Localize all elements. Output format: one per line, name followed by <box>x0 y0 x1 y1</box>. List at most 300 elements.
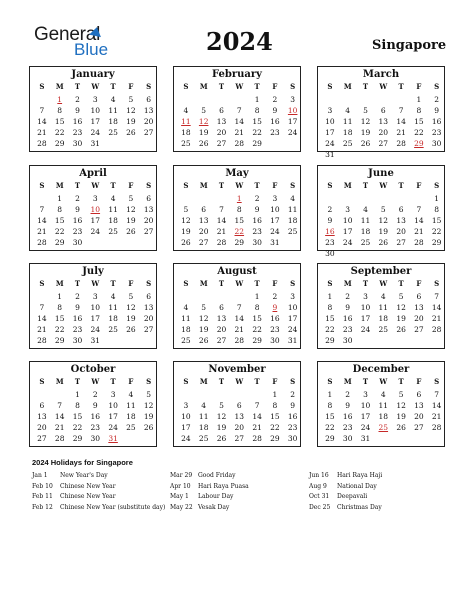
day-number: 28 <box>396 139 406 148</box>
day-number: 23 <box>252 227 262 236</box>
holiday-day: 11 <box>181 117 191 126</box>
day-number: 29 <box>431 238 442 247</box>
day-number: 2 <box>345 390 351 399</box>
day-number: 21 <box>37 128 47 137</box>
weekday-label: T <box>218 279 225 288</box>
weekday-label: M <box>343 181 352 190</box>
holiday-name: Labour Day <box>198 493 234 500</box>
day-number: 16 <box>72 117 83 126</box>
day-number: 23 <box>342 325 353 334</box>
day-number: 8 <box>327 303 333 312</box>
month-april <box>29 165 157 251</box>
day-number: 30 <box>287 434 298 443</box>
day-number: 17 <box>360 314 371 323</box>
day-number: 2 <box>272 292 278 301</box>
day-number: 27 <box>143 128 154 137</box>
empty-day <box>213 291 231 302</box>
empty-day <box>339 94 357 105</box>
holiday-name: Hari Raya Haji <box>337 472 383 479</box>
weekday-label: M <box>199 181 208 190</box>
day-number: 8 <box>254 106 260 115</box>
day-number: 23 <box>270 128 280 137</box>
day-number: 23 <box>72 227 83 236</box>
day-number: 21 <box>234 128 245 137</box>
day-number: 29 <box>270 434 280 443</box>
weekday-label: W <box>379 181 388 190</box>
day-number: 3 <box>183 401 189 410</box>
day-number: 24 <box>360 423 371 432</box>
day-number: 14 <box>234 117 245 126</box>
day-number: 18 <box>108 117 118 126</box>
day-grid <box>33 389 158 444</box>
day-number: 26 <box>378 238 389 247</box>
day-number: 19 <box>126 117 136 126</box>
day-number: 4 <box>345 106 351 115</box>
holiday-row <box>309 503 382 514</box>
day-number: 1 <box>272 390 278 399</box>
day-number: 9 <box>92 401 98 410</box>
day-number: 9 <box>272 106 278 115</box>
day-number: 7 <box>434 390 440 399</box>
day-number: 30 <box>342 336 353 345</box>
empty-day <box>195 94 213 105</box>
holiday-row <box>32 492 165 503</box>
day-number: 24 <box>287 325 298 334</box>
holiday-day: 31 <box>108 434 118 443</box>
holiday-date: Dec 25 <box>309 503 331 511</box>
day-number: 29 <box>325 336 335 345</box>
day-grid <box>177 94 302 149</box>
empty-day <box>177 94 195 105</box>
day-number: 22 <box>54 128 65 137</box>
weekday-label: M <box>55 377 64 386</box>
day-number: 4 <box>290 194 296 203</box>
weekday-label: M <box>343 279 352 288</box>
day-number: 23 <box>431 128 442 137</box>
day-number: 9 <box>345 303 351 312</box>
day-number: 11 <box>108 205 118 214</box>
holiday-day: 16 <box>325 227 335 236</box>
weekday-label: T <box>254 279 260 288</box>
weekday-label: T <box>110 279 116 288</box>
month-january <box>29 66 157 152</box>
holiday-column <box>170 471 249 513</box>
day-number: 17 <box>360 412 371 421</box>
day-number: 12 <box>396 401 406 410</box>
day-number: 2 <box>75 292 80 301</box>
day-number: 28 <box>431 423 442 432</box>
holiday-date: Feb 12 <box>32 503 53 511</box>
day-number: 21 <box>414 227 424 236</box>
day-number: 25 <box>181 336 191 345</box>
day-number: 22 <box>54 325 65 334</box>
day-number: 20 <box>216 325 227 334</box>
weekday-label: T <box>254 181 260 190</box>
day-number: 21 <box>431 412 442 421</box>
day-number: 19 <box>378 227 389 236</box>
day-number: 30 <box>90 434 101 443</box>
day-number: 26 <box>143 423 154 432</box>
day-number: 6 <box>398 205 404 214</box>
day-number: 21 <box>234 325 245 334</box>
holiday-row <box>32 471 165 482</box>
weekday-header <box>33 82 158 91</box>
empty-day <box>195 193 213 204</box>
day-number: 26 <box>360 139 371 148</box>
day-number: 10 <box>287 303 298 312</box>
weekday-label: T <box>398 279 404 288</box>
holiday-name: Vesak Day <box>198 503 230 511</box>
day-number: 31 <box>287 336 298 345</box>
day-number: 3 <box>290 292 296 301</box>
holiday-date: Oct 31 <box>309 493 330 500</box>
day-number: 29 <box>325 434 335 443</box>
day-number: 10 <box>90 106 101 115</box>
day-number: 7 <box>57 401 63 410</box>
day-number: 30 <box>431 139 442 148</box>
brand-line1: General <box>34 24 101 45</box>
day-number: 16 <box>287 412 298 421</box>
day-number: 19 <box>396 412 406 421</box>
day-number: 7 <box>39 303 45 312</box>
day-number: 27 <box>143 227 154 236</box>
month-june <box>317 165 445 258</box>
day-number: 17 <box>325 128 335 137</box>
day-number: 28 <box>234 139 245 148</box>
day-number: 22 <box>414 128 424 137</box>
day-number: 14 <box>431 303 442 312</box>
holiday-row <box>170 492 249 503</box>
day-number: 2 <box>254 194 260 203</box>
day-number: 15 <box>54 216 65 225</box>
day-number: 10 <box>90 303 101 312</box>
weekday-label: S <box>146 377 152 386</box>
day-number: 18 <box>181 128 191 137</box>
empty-day <box>33 291 51 302</box>
weekday-label: T <box>398 82 404 91</box>
holiday-name: Chinese New Year <box>60 493 116 500</box>
day-number: 4 <box>110 194 116 203</box>
day-number: 27 <box>198 238 209 247</box>
day-number: 10 <box>181 412 191 421</box>
day-number: 12 <box>378 216 389 225</box>
day-number: 12 <box>360 117 371 126</box>
day-number: 20 <box>143 216 154 225</box>
holiday-date: Feb 11 <box>32 493 53 500</box>
day-number: 19 <box>396 314 406 323</box>
day-number: 10 <box>360 303 371 312</box>
day-number: 6 <box>146 95 152 104</box>
day-number: 7 <box>416 205 422 214</box>
day-number: 2 <box>345 292 351 301</box>
day-number: 29 <box>234 238 245 247</box>
empty-day <box>230 291 248 302</box>
day-number: 3 <box>92 292 98 301</box>
weekday-label: S <box>183 279 189 288</box>
weekday-label: S <box>290 377 296 386</box>
day-number: 3 <box>110 390 116 399</box>
day-number: 25 <box>126 423 136 432</box>
day-number: 29 <box>252 139 262 148</box>
empty-day <box>213 389 231 400</box>
day-number: 25 <box>108 128 118 137</box>
day-grid <box>177 389 302 444</box>
day-number: 12 <box>126 106 136 115</box>
weekday-label: F <box>128 181 134 190</box>
day-number: 7 <box>236 106 242 115</box>
weekday-label: F <box>416 82 422 91</box>
day-number: 18 <box>378 412 389 421</box>
day-number: 27 <box>396 238 406 247</box>
weekday-label: M <box>343 377 352 386</box>
day-number: 22 <box>325 423 335 432</box>
day-number: 2 <box>75 95 80 104</box>
day-number: 2 <box>92 390 98 399</box>
empty-day <box>213 193 231 204</box>
day-number: 6 <box>236 401 242 410</box>
day-number: 26 <box>216 434 227 443</box>
holiday-date: Mar 29 <box>170 472 193 479</box>
month-name: December <box>352 364 410 375</box>
weekday-label: S <box>327 82 333 91</box>
day-number: 18 <box>378 314 389 323</box>
day-number: 19 <box>126 216 136 225</box>
day-number: 8 <box>57 205 63 214</box>
empty-day <box>33 389 51 400</box>
weekday-label: F <box>272 377 278 386</box>
weekday-label: S <box>434 279 440 288</box>
day-number: 30 <box>342 434 353 443</box>
weekday-label: W <box>235 377 244 386</box>
day-number: 24 <box>360 325 371 334</box>
day-number: 7 <box>434 292 440 301</box>
day-number: 12 <box>181 216 191 225</box>
weekday-label: T <box>74 181 81 190</box>
day-number: 21 <box>216 227 227 236</box>
day-number: 3 <box>327 106 333 115</box>
day-number: 8 <box>57 106 63 115</box>
day-number: 4 <box>128 390 134 399</box>
day-number: 16 <box>342 412 353 421</box>
day-number: 26 <box>126 227 136 236</box>
empty-day <box>213 94 231 105</box>
day-number: 29 <box>54 139 65 148</box>
day-number: 2 <box>290 390 296 399</box>
day-number: 28 <box>431 325 442 334</box>
day-number: 1 <box>434 194 440 203</box>
month-name: November <box>208 364 266 375</box>
day-number: 1 <box>57 194 63 203</box>
day-number: 22 <box>252 325 262 334</box>
day-number: 15 <box>431 216 442 225</box>
day-number: 22 <box>54 227 65 236</box>
day-number: 12 <box>216 412 227 421</box>
day-number: 30 <box>72 139 83 148</box>
day-number: 1 <box>254 292 260 301</box>
day-number: 5 <box>128 292 134 301</box>
day-number: 28 <box>414 238 424 247</box>
day-number: 18 <box>342 128 353 137</box>
day-number: 24 <box>90 227 101 236</box>
weekday-label: S <box>434 181 440 190</box>
day-number: 22 <box>325 325 335 334</box>
empty-day <box>51 389 69 400</box>
day-number: 13 <box>143 205 154 214</box>
day-number: 28 <box>37 238 47 247</box>
weekday-label: S <box>39 181 45 190</box>
weekday-label: T <box>398 377 404 386</box>
day-number: 15 <box>54 314 65 323</box>
weekday-label: M <box>199 279 208 288</box>
weekday-label: T <box>398 181 404 190</box>
day-number: 15 <box>414 117 424 126</box>
day-number: 3 <box>290 95 296 104</box>
empty-day <box>392 94 410 105</box>
holiday-column <box>32 471 165 513</box>
day-grid <box>33 193 158 248</box>
country-label: Singapore <box>372 38 447 53</box>
day-number: 1 <box>75 390 80 399</box>
day-number: 20 <box>234 423 245 432</box>
empty-day <box>248 389 266 400</box>
day-number: 16 <box>72 216 83 225</box>
empty-day <box>177 291 195 302</box>
weekday-label: T <box>254 377 260 386</box>
day-number: 12 <box>396 303 406 312</box>
weekday-label: S <box>39 377 45 386</box>
weekday-label: M <box>55 82 64 91</box>
day-number: 27 <box>414 325 424 334</box>
day-number: 15 <box>54 117 65 126</box>
day-number: 24 <box>342 238 353 247</box>
month-name: March <box>362 69 400 80</box>
day-number: 25 <box>108 325 118 334</box>
weekday-label: T <box>362 82 369 91</box>
weekday-label: F <box>272 82 278 91</box>
weekday-label: T <box>362 279 369 288</box>
day-number: 17 <box>287 117 298 126</box>
weekday-label: T <box>218 82 225 91</box>
day-number: 28 <box>234 336 245 345</box>
day-number: 9 <box>254 205 260 214</box>
holiday-date: Jun 16 <box>309 472 329 479</box>
day-number: 6 <box>416 292 422 301</box>
day-number: 31 <box>325 150 335 159</box>
day-number: 5 <box>146 390 152 399</box>
holiday-row <box>32 482 165 493</box>
day-number: 6 <box>219 303 224 312</box>
weekday-label: W <box>91 377 100 386</box>
day-number: 6 <box>146 194 152 203</box>
holiday-row <box>309 482 382 493</box>
weekday-label: M <box>199 82 208 91</box>
day-number: 13 <box>414 401 424 410</box>
brand-logo <box>34 24 109 59</box>
month-february <box>173 66 301 152</box>
day-number: 2 <box>434 95 440 104</box>
day-number: 26 <box>198 336 209 345</box>
day-number: 10 <box>325 117 335 126</box>
day-number: 26 <box>396 423 406 432</box>
month-march <box>317 66 445 159</box>
day-number: 16 <box>270 117 280 126</box>
weekday-header <box>177 82 302 91</box>
day-grid <box>177 291 302 346</box>
weekday-label: F <box>128 82 134 91</box>
day-number: 27 <box>216 139 227 148</box>
day-number: 13 <box>414 303 424 312</box>
weekday-label: F <box>416 279 422 288</box>
weekday-label: T <box>110 181 116 190</box>
day-number: 19 <box>143 412 154 421</box>
day-number: 7 <box>39 106 45 115</box>
weekday-label: S <box>146 181 152 190</box>
day-number: 22 <box>252 128 262 137</box>
day-number: 9 <box>345 401 351 410</box>
day-number: 14 <box>37 117 47 126</box>
day-number: 28 <box>252 434 262 443</box>
holiday-date: Jan 1 <box>32 472 48 479</box>
weekday-label: M <box>55 279 64 288</box>
holiday-name: New Year's Day <box>60 472 108 479</box>
day-number: 1 <box>327 390 333 399</box>
weekday-label: S <box>327 377 333 386</box>
holiday-day: 12 <box>198 117 209 126</box>
weekday-label: F <box>272 279 278 288</box>
day-number: 26 <box>181 238 191 247</box>
weekday-label: T <box>218 377 225 386</box>
day-number: 10 <box>360 401 371 410</box>
day-number: 9 <box>75 303 80 312</box>
day-number: 17 <box>90 314 101 323</box>
weekday-label: M <box>343 82 352 91</box>
month-july <box>29 263 157 349</box>
day-grid <box>177 193 302 248</box>
day-number: 5 <box>219 401 224 410</box>
day-number: 5 <box>128 95 134 104</box>
weekday-label: S <box>146 279 152 288</box>
weekday-label: W <box>379 279 388 288</box>
day-number: 16 <box>431 117 442 126</box>
weekday-label: T <box>74 279 81 288</box>
day-number: 25 <box>360 238 371 247</box>
weekday-header <box>321 82 446 91</box>
holiday-date: May 1 <box>170 493 189 500</box>
weekday-label: S <box>290 181 296 190</box>
page-title-year: 2024 <box>206 27 273 56</box>
day-number: 27 <box>234 434 245 443</box>
day-number: 4 <box>110 292 116 301</box>
holiday-date: Aug 9 <box>309 482 327 490</box>
weekday-label: F <box>128 279 134 288</box>
empty-day <box>230 94 248 105</box>
holiday-name: Chinese New Year <box>60 482 116 490</box>
weekday-label: S <box>146 82 152 91</box>
month-name: August <box>217 266 257 277</box>
day-number: 25 <box>198 434 209 443</box>
weekday-label: S <box>183 181 189 190</box>
day-number: 31 <box>90 139 101 148</box>
day-number: 5 <box>398 390 404 399</box>
weekday-label: T <box>254 82 260 91</box>
holiday-row <box>170 503 249 514</box>
day-number: 11 <box>378 303 389 312</box>
holiday-name: Christmas Day <box>337 503 382 511</box>
day-number: 21 <box>396 128 406 137</box>
weekday-label: T <box>218 181 225 190</box>
weekday-header <box>33 279 158 288</box>
day-number: 16 <box>342 314 353 323</box>
